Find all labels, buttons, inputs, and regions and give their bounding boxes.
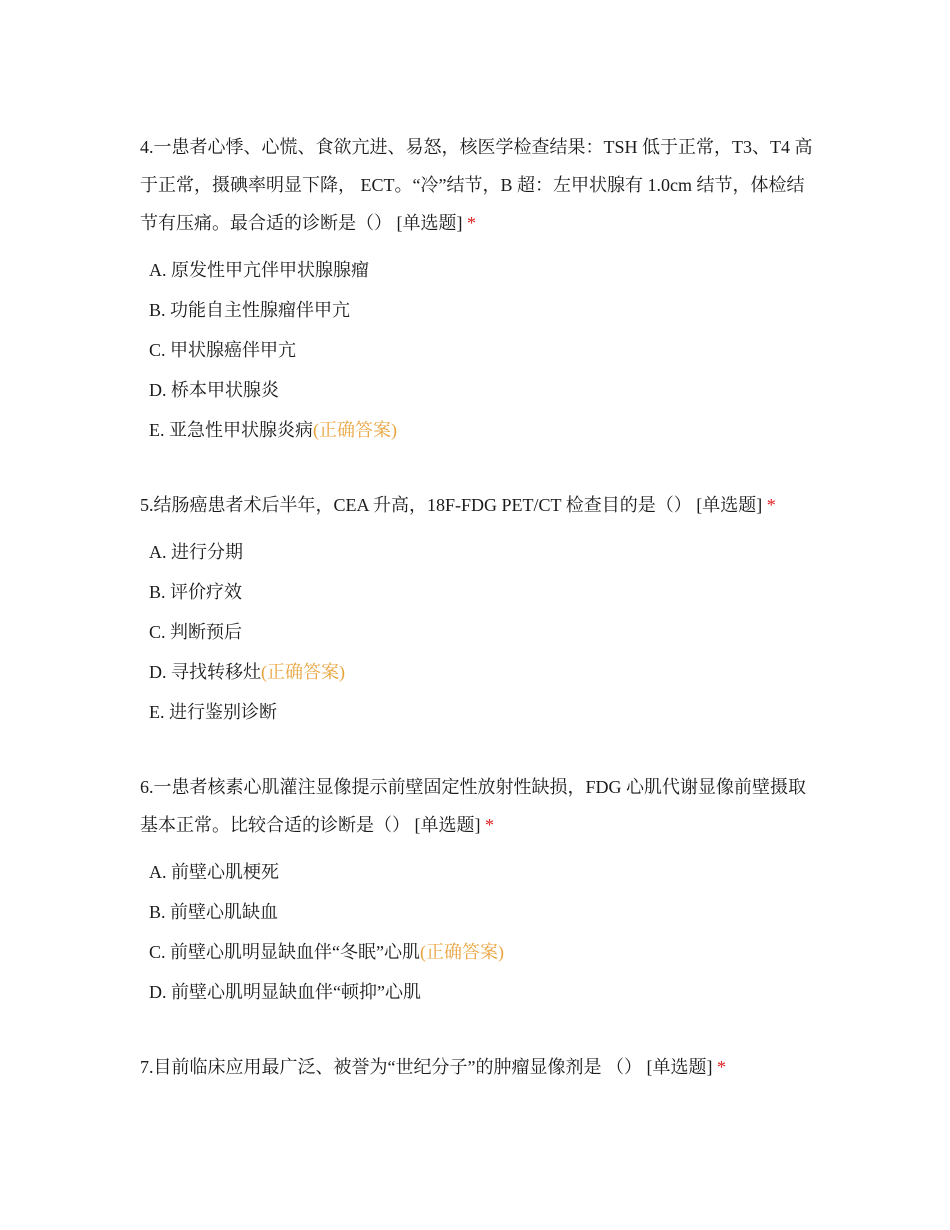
option-letter: B. [149,300,166,320]
option-letter: A. [149,542,167,562]
required-mark: * [485,815,494,835]
question-text: 目前临床应用最广泛、被誉为“世纪分子”的肿瘤显像剂是 （） [153,1057,642,1077]
option-c [149,330,820,370]
option-text: 亚急性甲状腺炎病 [169,420,313,440]
question-type: [单选题] [414,815,481,835]
option-c [149,932,820,972]
correct-answer-tag: (正确答案) [420,942,504,962]
option-d [149,972,820,1012]
question-6 [140,768,820,1012]
option-letter: E. [149,702,165,722]
option-text: 寻找转移灶 [171,662,261,682]
question-5 [140,486,820,732]
option-letter: B. [149,582,166,602]
option-letter: A. [149,260,167,280]
option-a [149,532,820,572]
question-text: 一患者核素心肌灌注显像提示前壁固定性放射性缺损，FDG 心肌代谢显像前壁摄取基本正常。比较合适的诊断是（） [140,777,807,835]
question-number: 7. [140,1057,154,1077]
option-b [149,572,820,612]
option-d [149,652,820,692]
option-list [149,250,820,450]
option-text: 功能自主性腺瘤伴甲亢 [170,300,351,320]
required-mark: * [467,213,476,233]
question-stem [140,128,820,242]
option-text: 桥本甲状腺炎 [171,380,279,400]
question-text: 一患者心悸、心慌、食欲亢进、易怒，核医学检查结果：TSH 低于正常，T3、T4 高于正常，摄碘率明显下降， ECT。“冷”结节，B 超：左甲状腺有 1.0cm 结节，体检结节有压痛。最合适的诊断是（） [140,137,813,233]
question-4 [140,128,820,450]
question-text: 结肠癌患者术后半年，CEA 升高，18F-FDG PET/CT 检查目的是（） [153,495,692,515]
question-stem [140,1048,820,1086]
option-letter: C. [149,942,166,962]
option-text: 前壁心肌明显缺血伴“冬眠”心肌 [170,942,420,962]
option-letter: D. [149,662,167,682]
option-letter: B. [149,902,166,922]
question-stem [140,486,820,524]
option-letter: D. [149,982,167,1002]
correct-answer-tag: (正确答案) [261,662,345,682]
option-text: 进行鉴别诊断 [169,702,277,722]
option-text: 前壁心肌明显缺血伴“顿抑”心肌 [171,982,421,1002]
option-c [149,612,820,652]
required-mark: * [716,1057,726,1077]
option-letter: A. [149,862,167,882]
question-number: 5. [140,495,154,515]
option-text: 进行分期 [171,542,243,562]
option-list [149,532,820,732]
option-text: 原发性甲亢伴甲状腺腺瘤 [171,260,369,280]
question-7 [140,1048,820,1086]
option-letter: D. [149,380,167,400]
option-text: 前壁心肌缺血 [170,902,279,922]
option-text: 前壁心肌梗死 [171,862,279,882]
correct-answer-tag: (正确答案) [313,420,397,440]
question-stem [140,768,820,844]
option-text: 评价疗效 [170,582,243,602]
option-a [149,250,820,290]
question-number: 6. [140,777,154,797]
question-type: [单选题] [646,1057,713,1077]
option-letter: C. [149,340,166,360]
option-a [149,852,820,892]
option-list [149,852,820,1012]
question-number: 4. [140,137,154,157]
option-letter: E. [149,420,165,440]
question-type: [单选题] [396,213,463,233]
option-b [149,290,820,330]
option-text: 甲状腺癌伴甲亢 [170,340,297,360]
question-type: [单选题] [696,495,763,515]
option-text: 判断预后 [170,622,243,642]
option-b [149,892,820,932]
option-e [149,410,820,450]
option-e [149,692,820,732]
option-letter: C. [149,622,166,642]
required-mark: * [766,495,776,515]
option-d [149,370,820,410]
